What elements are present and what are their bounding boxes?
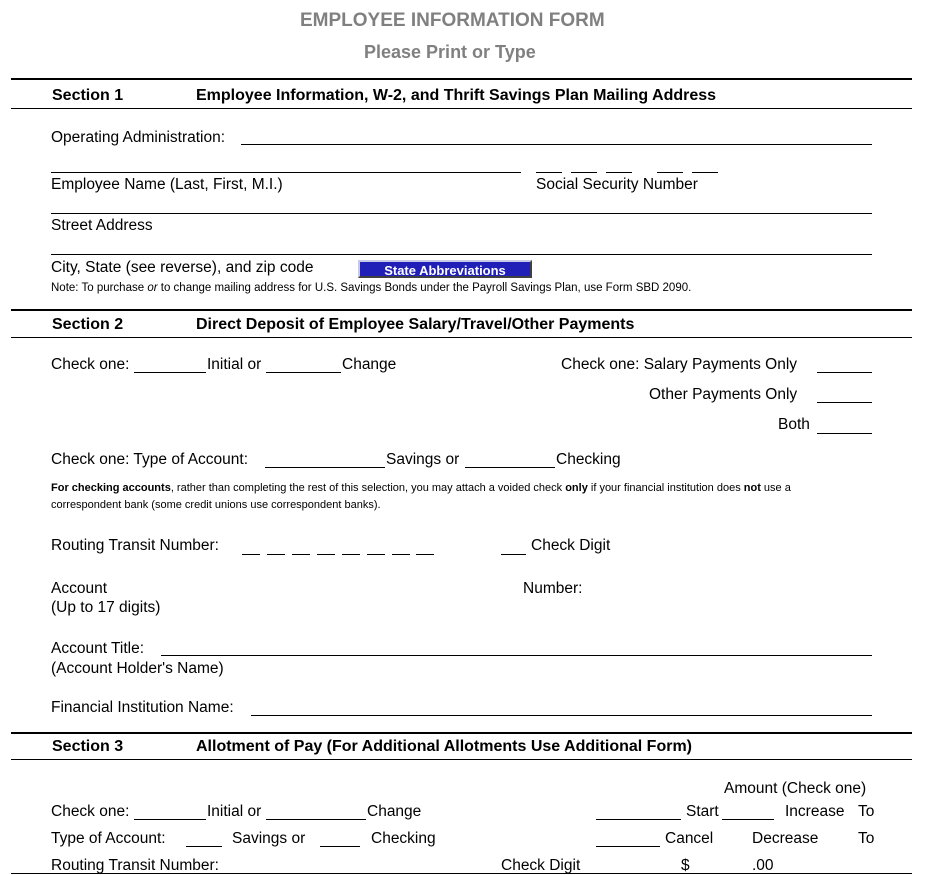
- dd-checking-field[interactable]: [465, 467, 555, 468]
- allot-start-label: Start: [686, 803, 719, 820]
- note-bold-only: only: [565, 482, 588, 494]
- routing-digit-7[interactable]: [392, 554, 410, 555]
- ssn-label: Social Security Number: [536, 176, 698, 193]
- salary-payments-label: Check one: Salary Payments Only: [561, 356, 798, 373]
- routing-digit-3[interactable]: [292, 554, 310, 555]
- street-address-field[interactable]: [51, 213, 872, 214]
- check-digit-label: Check Digit: [531, 537, 611, 554]
- financial-institution-field[interactable]: [251, 715, 872, 716]
- state-abbreviations-button[interactable]: State Abbreviations: [358, 260, 532, 278]
- allot-checking-label: Checking: [371, 830, 436, 847]
- city-state-zip-field[interactable]: [51, 254, 872, 255]
- dd-savings-field[interactable]: [265, 467, 385, 468]
- allot-change-field[interactable]: [266, 819, 366, 820]
- note-or: or: [147, 282, 158, 294]
- routing-digit-8[interactable]: [416, 554, 434, 555]
- ssn-field-4[interactable]: [657, 172, 683, 173]
- ssn-field-2[interactable]: [571, 172, 597, 173]
- financial-institution-label: Financial Institution Name:: [51, 699, 234, 716]
- check-digit-field[interactable]: [501, 554, 526, 555]
- allot-cents-label: .00: [752, 857, 774, 874]
- routing-digit-6[interactable]: [367, 554, 385, 555]
- dd-change-field[interactable]: [266, 372, 341, 373]
- note-bold-not: not: [743, 482, 761, 494]
- note-prefix: Note: To purchase: [51, 282, 148, 294]
- ssn-field-3[interactable]: [606, 172, 632, 173]
- section2-heading: Direct Deposit of Employee Salary/Travel/Other Payments: [196, 316, 635, 333]
- allot-decrease-to-label: To: [858, 830, 875, 847]
- up-to-digits-label: (Up to 17 digits): [51, 599, 161, 616]
- account-title-label: Account Title:: [51, 640, 145, 657]
- allot-increase-to-label: To: [858, 803, 875, 820]
- both-field[interactable]: [817, 433, 872, 434]
- section1-number: Section 1: [52, 87, 124, 104]
- allot-change-label: Change: [367, 803, 422, 820]
- routing-number-label: Routing Transit Number:: [51, 537, 219, 554]
- ssn-field-1[interactable]: [536, 172, 562, 173]
- note-suffix: to change mailing address for U.S. Savings Bonds under the Payroll Savings Plan, use Form SBD 2090.: [157, 282, 692, 294]
- allot-savings-field[interactable]: [186, 846, 222, 847]
- account-holder-label: (Account Holder's Name): [51, 660, 224, 677]
- employee-name-field[interactable]: [51, 172, 521, 173]
- form-title: EMPLOYEE INFORMATION FORM: [300, 10, 605, 31]
- dd-checking-label: Checking: [556, 451, 621, 468]
- note-part3: use a: [760, 482, 791, 494]
- allot-account-type-label: Type of Account:: [51, 830, 166, 847]
- section3-number: Section 3: [52, 738, 124, 755]
- allot-check-one-label: Check one:: [51, 803, 130, 820]
- section2-top-rule: [11, 309, 912, 311]
- routing-digit-5[interactable]: [342, 554, 360, 555]
- other-payments-label: Other Payments Only: [649, 386, 798, 403]
- dd-savings-label: Savings or: [386, 451, 460, 468]
- allot-decrease-label: Decrease: [752, 830, 819, 847]
- savings-bond-note: [51, 282, 691, 294]
- other-payments-field[interactable]: [817, 402, 872, 403]
- both-label: Both: [778, 416, 810, 433]
- section2-bottom-rule: [11, 337, 912, 338]
- account-number-label: Number:: [523, 580, 583, 597]
- dd-initial-label: Initial or: [207, 356, 262, 373]
- note-bold-checking: For checking accounts: [51, 482, 171, 494]
- note-part2: if your financial institution does: [587, 482, 744, 494]
- salary-payments-field[interactable]: [817, 372, 872, 373]
- allot-checking-field[interactable]: [320, 846, 360, 847]
- section3-bottom-rule: [11, 759, 912, 760]
- routing-digit-2[interactable]: [267, 554, 285, 555]
- dd-change-label: Change: [342, 356, 397, 373]
- employee-name-label: Employee Name (Last, First, M.I.): [51, 176, 283, 193]
- checking-note-line1: [51, 482, 791, 494]
- allot-dollar-sign: $: [681, 857, 690, 874]
- allot-increase-field[interactable]: [722, 819, 774, 820]
- section3-heading: Allotment of Pay (For Additional Allotments Use Additional Form): [196, 738, 692, 755]
- allot-cancel-field[interactable]: [596, 846, 660, 847]
- allot-check-digit-label: Check Digit: [501, 857, 581, 874]
- page-bottom-line: [11, 873, 912, 874]
- account-label: Account: [51, 580, 108, 597]
- operating-admin-label: Operating Administration:: [51, 129, 226, 146]
- note-part1: , rather than completing the rest of this selection, you may attach a voided check: [170, 482, 566, 494]
- allot-initial-label: Initial or: [207, 803, 262, 820]
- section3-top-rule: [11, 732, 912, 734]
- ssn-field-5[interactable]: [692, 172, 718, 173]
- routing-digit-1[interactable]: [242, 554, 260, 555]
- allot-initial-field[interactable]: [134, 819, 206, 820]
- allot-start-field[interactable]: [596, 819, 681, 820]
- city-state-zip-label: City, State (see reverse), and zip code: [51, 259, 314, 276]
- dd-initial-field[interactable]: [134, 372, 206, 373]
- account-title-field[interactable]: [161, 655, 872, 656]
- allot-savings-label: Savings or: [232, 830, 306, 847]
- section1-heading: Employee Information, W-2, and Thrift Savings Plan Mailing Address: [196, 87, 717, 104]
- section1-top-rule: [11, 78, 912, 80]
- street-address-label: Street Address: [51, 217, 153, 234]
- allot-cancel-label: Cancel: [665, 830, 714, 847]
- section2-number: Section 2: [52, 316, 124, 333]
- allot-increase-label: Increase: [785, 803, 845, 820]
- checking-note-line2: correspondent bank (some credit unions use correspondent banks).: [51, 499, 381, 511]
- dd-account-type-label: Check one: Type of Account:: [51, 451, 249, 468]
- amount-check-one-label: Amount (Check one): [724, 780, 867, 797]
- allot-routing-label: Routing Transit Number:: [51, 857, 219, 874]
- routing-digit-4[interactable]: [317, 554, 335, 555]
- dd-check-one-label: Check one:: [51, 356, 130, 373]
- form-subtitle: Please Print or Type: [364, 42, 536, 62]
- section1-bottom-rule: [11, 108, 912, 109]
- operating-admin-field[interactable]: [241, 144, 872, 145]
